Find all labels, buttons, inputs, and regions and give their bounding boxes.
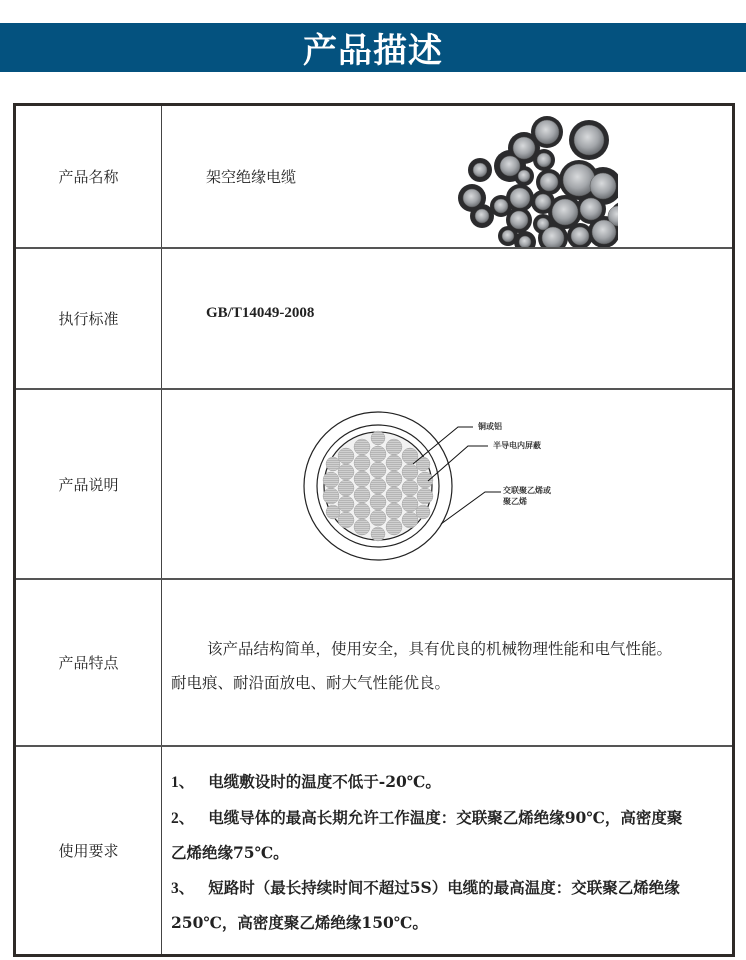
features-line-1: 该产品结构简单，使用安全，具有优良的机械物理性能和电气性能。	[207, 640, 673, 658]
label-conductor: 铜或铝	[478, 422, 502, 431]
features-paragraph	[171, 632, 728, 700]
requirements-list	[171, 765, 724, 941]
label-semiconductive-shield: 半导电内屏蔽	[493, 441, 541, 450]
label-product-name: 产品名称	[16, 106, 162, 247]
label-insulation-line2: 聚乙烯	[503, 497, 527, 506]
label-features: 产品特点	[16, 580, 162, 745]
requirement-item-cont: 乙烯绝缘75℃。	[171, 843, 289, 862]
product-name-value: 架空绝缘电缆	[206, 168, 297, 186]
table-row-standard	[16, 249, 732, 390]
header-banner	[0, 23, 746, 72]
content-features	[163, 580, 732, 745]
content-requirements	[163, 747, 732, 954]
standard-value: GB/T14049-2008	[206, 305, 315, 321]
content-product-name	[163, 106, 732, 247]
content-standard	[163, 249, 732, 388]
requirement-item: 3、 短路时（最长持续时间不超过5S）电缆的最高温度：交联聚乙烯绝缘	[171, 877, 680, 897]
label-insulation-line1: 交联聚乙烯或	[503, 486, 551, 495]
requirement-item: 2、 电缆导体的最高长期允许工作温度：交联聚乙烯绝缘90℃，高密度聚	[171, 807, 683, 827]
label-requirements: 使用要求	[16, 747, 162, 954]
cable-cross-section-diagram	[293, 406, 593, 566]
requirement-item: 1、 电缆敷设时的温度不低于-20℃。	[171, 772, 441, 791]
page-title: 产品描述	[303, 31, 443, 71]
table-row-description	[16, 390, 732, 580]
features-line-2: 耐电痕、耐沿面放电、耐大气性能优良。	[171, 674, 451, 692]
cable-bundle-photo	[446, 112, 618, 247]
table-row-features	[16, 580, 732, 747]
requirement-item-cont: 250℃，高密度聚乙烯绝缘150℃。	[171, 913, 428, 932]
content-description	[163, 390, 732, 578]
label-description: 产品说明	[16, 390, 162, 578]
table-row-requirements	[16, 747, 732, 954]
label-standard: 执行标准	[16, 249, 162, 388]
table-row-product-name	[16, 106, 732, 249]
product-spec-table	[13, 103, 735, 957]
